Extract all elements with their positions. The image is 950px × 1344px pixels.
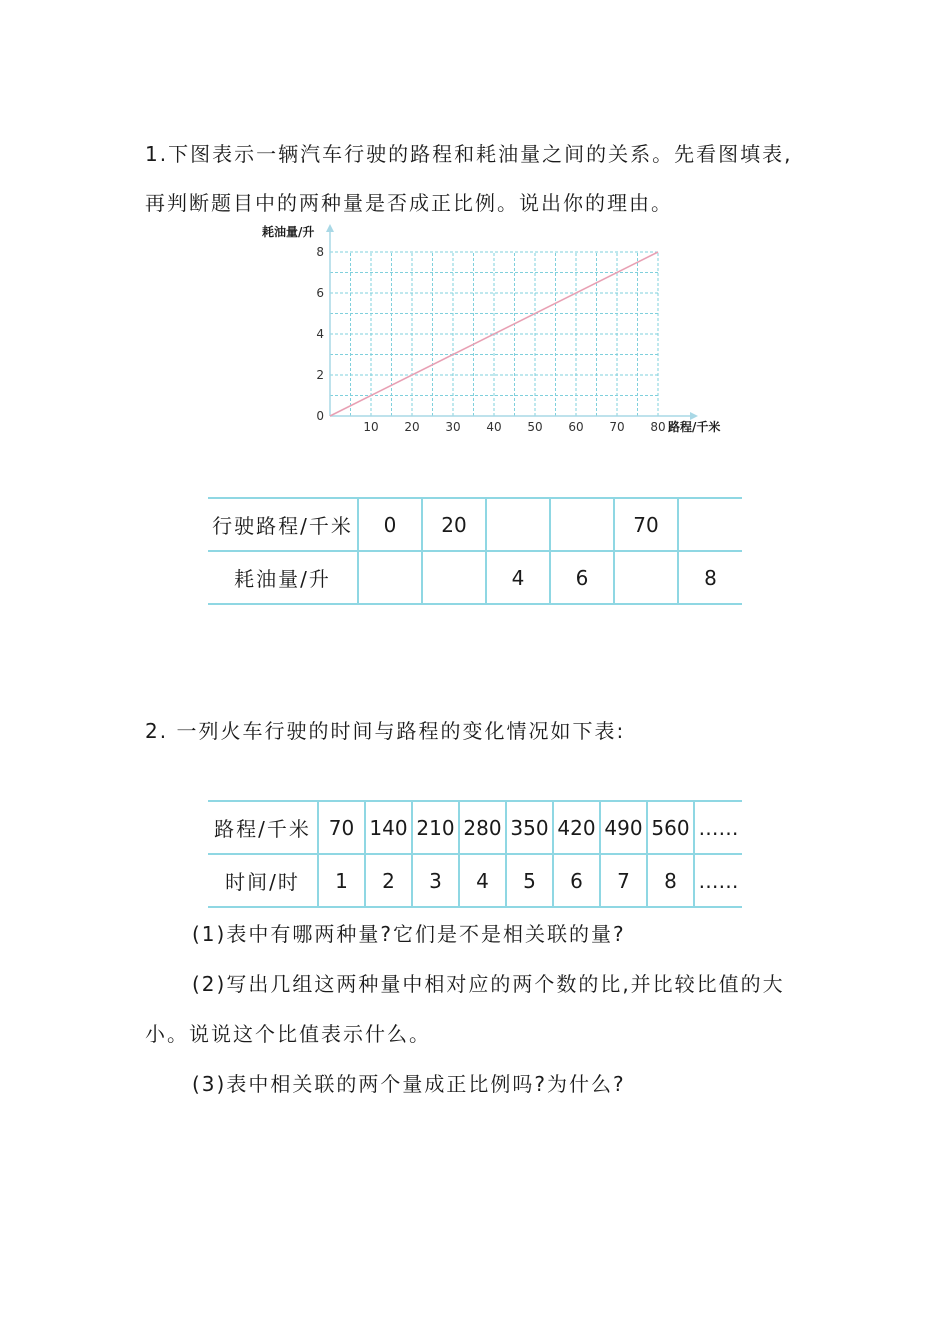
- x-tick-label: 50: [527, 420, 543, 434]
- x-tick-label: 40: [486, 420, 502, 434]
- train-table-row: [208, 801, 742, 854]
- train-table-cell: 8: [647, 854, 694, 907]
- train-table-cell: 6: [553, 854, 600, 907]
- train-table-cell: 490: [600, 801, 647, 854]
- x-axis-label: 路程/千米: [668, 420, 721, 434]
- fuel-table-row-header: 耗油量/升: [208, 551, 358, 604]
- train-table-cell: ……: [694, 801, 742, 854]
- train-table: [208, 800, 742, 908]
- train-table-cell: 140: [365, 801, 412, 854]
- fuel-table-row-header: 行驶路程/千米: [208, 498, 358, 551]
- train-table-cell: ……: [694, 854, 742, 907]
- x-tick-label: 70: [609, 420, 625, 434]
- train-table-cell: 3: [412, 854, 459, 907]
- x-tick-label: 30: [445, 420, 461, 434]
- fuel-table-cell: [422, 551, 486, 604]
- train-table-cell: 5: [506, 854, 553, 907]
- q2-sub2-line2: 小。说说这个比值表示什么。: [145, 1022, 431, 1046]
- y-tick-label: 2: [316, 368, 324, 382]
- fuel-table-cell: 20: [422, 498, 486, 551]
- x-tick-label: 60: [568, 420, 584, 434]
- y-axis-label: 耗油量/升: [262, 225, 315, 239]
- fuel-table-cell: 4: [486, 551, 550, 604]
- fuel-table-row: [208, 498, 742, 551]
- q2-sub1: (1)表中有哪两种量?它们是不是相关联的量?: [192, 922, 626, 946]
- q1-text-line1: 1.下图表示一辆汽车行驶的路程和耗油量之间的关系。先看图填表,: [145, 142, 793, 166]
- train-table-cell: 7: [600, 854, 647, 907]
- train-table-cell: 2: [365, 854, 412, 907]
- y-tick-label: 6: [316, 286, 324, 300]
- fuel-chart: [0, 0, 950, 460]
- x-axis-arrow: [690, 412, 698, 420]
- chart-series: [330, 252, 658, 416]
- fuel-table-cell: 0: [358, 498, 422, 551]
- fuel-table-cell: [678, 498, 742, 551]
- train-table-row: [208, 854, 742, 907]
- fuel-table-cell: [614, 551, 678, 604]
- y-axis-arrow: [326, 224, 334, 232]
- train-table-cell: 70: [318, 801, 365, 854]
- train-table-row-header: 时间/时: [208, 854, 318, 907]
- fuel-table-cell: [486, 498, 550, 551]
- x-tick-label: 20: [404, 420, 420, 434]
- y-tick-label: 4: [316, 327, 324, 341]
- fuel-table-row: [208, 551, 742, 604]
- fuel-table-cell: 70: [614, 498, 678, 551]
- train-table-row-header: 路程/千米: [208, 801, 318, 854]
- y-tick-label: 0: [316, 409, 324, 423]
- fuel-series-line: [330, 252, 658, 416]
- fuel-table-cell: [550, 498, 614, 551]
- train-table-cell: 4: [459, 854, 506, 907]
- q1-text-line2: 再判断题目中的两种量是否成正比例。说出你的理由。: [145, 191, 673, 215]
- x-tick-label: 80: [650, 420, 666, 434]
- q2-sub2-line1: (2)写出几组这两种量中相对应的两个数的比,并比较比值的大: [192, 972, 785, 996]
- train-table-cell: 210: [412, 801, 459, 854]
- x-tick-label: 10: [363, 420, 379, 434]
- q2-sub3: (3)表中相关联的两个量成正比例吗?为什么?: [192, 1072, 626, 1096]
- train-table-cell: 560: [647, 801, 694, 854]
- fuel-table-cell: 8: [678, 551, 742, 604]
- fuel-table: [208, 497, 742, 605]
- train-table-cell: 420: [553, 801, 600, 854]
- q2-intro: 2. 一列火车行驶的时间与路程的变化情况如下表:: [145, 719, 626, 743]
- fuel-table-cell: 6: [550, 551, 614, 604]
- fuel-table-cell: [358, 551, 422, 604]
- chart-ticks: [316, 245, 665, 434]
- train-table-cell: 280: [459, 801, 506, 854]
- y-tick-label: 8: [316, 245, 324, 259]
- train-table-cell: 350: [506, 801, 553, 854]
- train-table-cell: 1: [318, 854, 365, 907]
